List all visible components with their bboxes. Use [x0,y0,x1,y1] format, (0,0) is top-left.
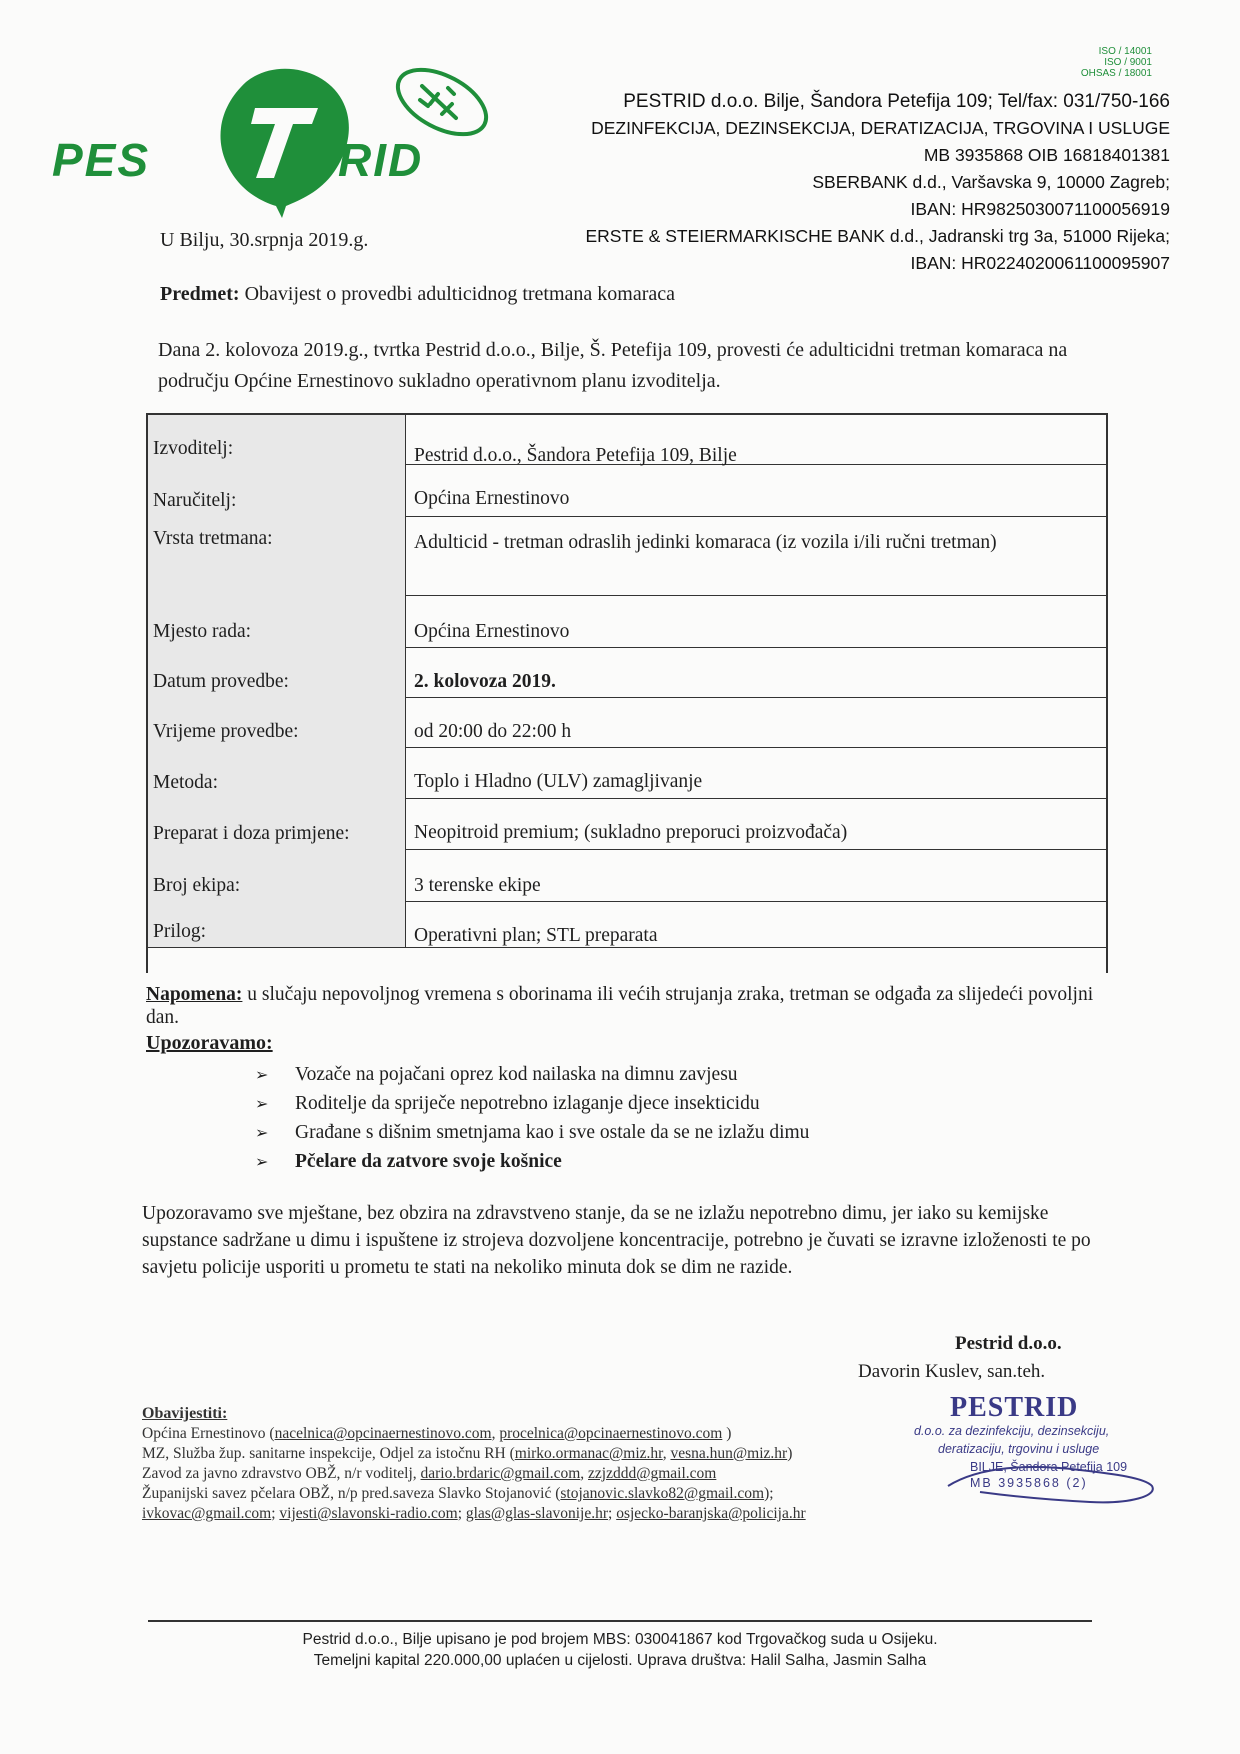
notify-line: Zavod za javno zdravstvo OBŽ, n/r voditelj, dario.brdaric@gmail.com, zzjzddd@gmail.com [142,1465,717,1482]
table-row [148,516,1106,596]
table-label: Mjesto rada: [153,621,252,642]
table-value: Toplo i Hladno (ULV) zamagljivanje [414,771,703,792]
table-label-cell [148,647,406,697]
footer-divider [148,1620,1092,1622]
table-row [148,415,1106,465]
table-label: Datum provedbe: [153,671,289,692]
table-value: Općina Ernestinovo [414,488,570,509]
subject-line [160,283,675,306]
subject-label: Predmet: [160,283,240,305]
stamp-line: deratizaciju, trgovinu i usluge [938,1442,1100,1456]
table-label-cell [148,798,406,849]
notify-line: Županijski savez pčelara OBŽ, n/p pred.saveza Slavko Stojanović (stojanovic.slavko82@gmail.com); [142,1485,774,1502]
place-date: U Bilju, 30.srpnja 2019.g. [160,229,369,251]
table-label: Prilog: [153,921,207,942]
email-link[interactable]: glas@glas-slavonije.hr [465,1505,608,1522]
table-value: Pestrid d.o.o., Šandora Petefija 109, Bilje [414,445,737,466]
table-label-cell [148,464,406,516]
table-row [148,647,1106,698]
email-link[interactable]: osjecko-baranjska@policija.hr [616,1505,806,1522]
notify-list [142,1404,962,1524]
table-row [148,697,1106,748]
table-value: Operativni plan; STL preparata [414,925,658,946]
warning-item: ➢ Roditelje da spriječe nepotrebno izlaganje djece insekticidu [255,1089,809,1118]
table-label: Vrijeme provedbe: [153,721,299,742]
notify-lines [142,1424,962,1524]
iso-certifications [1081,46,1152,79]
signature-name: Davorin Kuslev, san.teh. [858,1361,1046,1382]
notify-line: Općina Ernestinovo (nacelnica@opcinaernestinovo.com, procelnica@opcinaernestinovo.com ) [142,1425,732,1442]
table-row [148,849,1106,902]
table-label-cell [148,697,406,747]
warnings-title: Upozoravamo: [146,1032,273,1054]
table-label: Broj ekipa: [153,875,241,896]
company-address: PESTRID d.o.o. Bilje, Šandora Petefija 109; Tel/fax: 031/750-166 [623,91,1170,112]
table-row [148,901,1106,948]
treatment-info-table [146,413,1108,973]
stamp-line: d.o.o. za dezinfekciju, dezinsekciju, [914,1424,1110,1438]
email-link[interactable]: vijesti@slavonski-radio.com [279,1505,458,1522]
bank-1: SBERBANK d.d., Varšavska 9, 10000 Zagreb; [812,172,1170,192]
table-label: Naručitelj: [153,490,237,511]
company-ids: MB 3935868 OIB 16818401381 [923,145,1170,165]
table-value: 3 terenske ekipe [414,875,541,896]
note-paragraph [146,983,1096,1029]
table-label-cell [148,415,406,464]
iban-1: IBAN: HR9825030071100056919 [910,199,1170,219]
warning-item: ➢ Vozače na pojačani oprez kod nailaska na dimnu zavjesu [255,1060,809,1089]
stamp-line: MB 3935868 (2) [970,1476,1088,1490]
svg-text:RID: RID [338,134,424,186]
table-row [148,464,1106,517]
signature-company: Pestrid d.o.o. [955,1333,1062,1354]
iso-line: ISO / 9001 [1104,57,1152,68]
svg-text:PES: PES [52,134,151,186]
table-value: 2. kolovoza 2019. [414,671,556,692]
email-link[interactable]: procelnica@opcinaernestinovo.com [499,1425,723,1442]
email-link[interactable]: dario.brdaric@gmail.com [420,1465,581,1482]
warning-item: ➢ Građane s dišnim smetnjama kao i sve ostale da se ne izlažu dimu [255,1118,809,1147]
company-info [585,88,1170,277]
table-value: od 20:00 do 22:00 h [414,721,572,742]
note-label: Napomena: [146,984,243,1005]
table-label-cell [148,595,406,647]
table-value: Adulticid - tretman odraslih jedinki komaraca (iz vozila i/ili ručni tretman) [414,532,997,553]
notify-line: MZ, Služba žup. sanitarne inspekcije, Odjel za istočnu RH (mirko.ormanac@miz.hr, vesna.hun@miz.hr) [142,1445,793,1462]
email-link[interactable]: ivkovac@gmail.com [142,1505,272,1522]
table-label-cell [148,901,406,947]
note-text: u slučaju nepovoljnog vremena s oborinama ili većih strujanja zraka, tretman se odgađa za slijedeći povoljni dan. [146,984,1094,1028]
notify-title: Obavijestiti: [142,1405,228,1422]
table-label: Vrsta tretmana: [153,528,273,549]
stamp-title: PESTRID [950,1392,1079,1423]
email-link[interactable]: nacelnica@opcinaernestinovo.com [274,1425,492,1442]
warnings-list [255,1060,809,1176]
warning-item: ➢ Pčelare da zatvore svoje košnice [255,1147,809,1176]
table-row [148,595,1106,648]
pestrid-logo [50,60,520,220]
table-value: Općina Ernestinovo [414,621,570,642]
subject-text: Obavijest o provedbi adulticidnog tretmana komaraca [239,283,676,305]
table-label: Metoda: [153,772,218,793]
table-label-cell [148,849,406,901]
stamp-line: BILJE, Šandora Petefija 109 [970,1460,1128,1474]
table-row [148,798,1106,850]
table-label-cell [148,516,406,595]
footer-line-1: Pestrid d.o.o., Bilje upisano je pod brojem MBS: 030041867 kod Trgovačkog suda u Osijeku. [302,1631,938,1648]
table-label: Izvoditelj: [153,438,234,459]
iso-line: ISO / 14001 [1098,46,1152,57]
notify-line: ivkovac@gmail.com; vijesti@slavonski-radio.com; glas@glas-slavonije.hr; osjecko-baranjska@policija.hr [142,1505,806,1522]
table-value: Neopitroid premium; (sukladno preporuci proizvođača) [414,822,848,843]
bank-2: ERSTE & STEIERMARKISCHE BANK d.d., Jadranski trg 3a, 51000 Rijeka; [585,226,1170,246]
table-row [148,747,1106,799]
footer-line-2: Temeljni kapital 220.000,00 uplaćen u cijelosti. Uprava društva: Halil Salha, Jasmin Salha [313,1652,927,1669]
table-label: Preparat i doza primjene: [153,823,350,844]
company-activities: DEZINFEKCIJA, DEZINSEKCIJA, DERATIZACIJA, TRGOVINA I USLUGE [591,118,1170,138]
signature-scribble [940,1456,1160,1508]
iban-2: IBAN: HR0224020061100095907 [910,253,1170,273]
iso-line: OHSAS / 18001 [1080,68,1152,79]
email-link[interactable]: mirko.ormanac@miz.hr [514,1445,663,1462]
email-link[interactable]: stojanovic.slavko82@gmail.com [560,1485,765,1502]
intro-paragraph: Dana 2. kolovoza 2019.g., tvrtka Pestrid d.o.o., Bilje, Š. Petefija 109, provesti će adulticidni tretman komaraca na području Općine Ernestinovo sukladno operativnom planu izvoditelja. [158,339,1068,392]
email-link[interactable]: vesna.hun@miz.hr [670,1445,788,1462]
email-link[interactable]: zzjzddd@gmail.com [588,1465,717,1482]
footer [148,1629,1092,1671]
table-label-cell [148,747,406,798]
warning-paragraph: Upozoravamo sve mještane, bez obzira na zdravstveno stanje, da se ne izlažu nepotrebno dimu, jer iako su kemijske supstance sadržane u dimu i ispuštene iz strojeva dozvoljene koncentracije, potrebno je čuvati se izravne izloženosti te po savjetu policije usporiti u prometu te stati na nekoliko minuta dok se dim ne razide. [142,1203,1091,1278]
